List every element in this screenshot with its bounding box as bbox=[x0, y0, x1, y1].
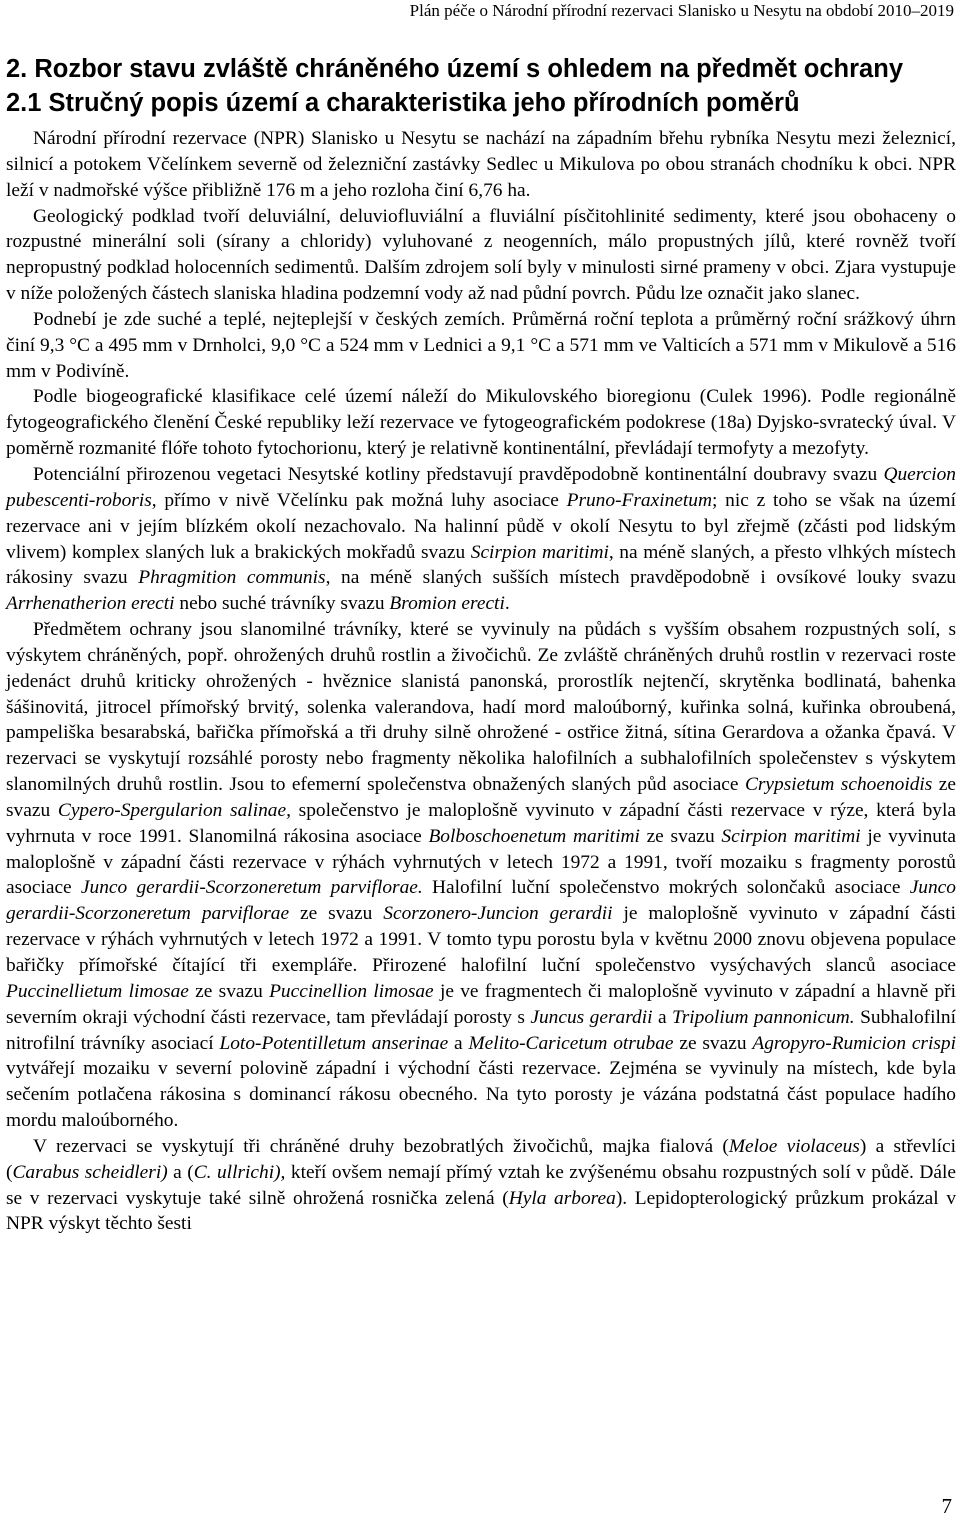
text-run: kteří ovšem nemají přímý vztah ke zvýšenému obsahu rozpustných solí v půdě. Dále se v rezervaci vyskytuje také silně ohrožená rosnička zelená ( bbox=[6, 1161, 956, 1209]
italic-taxon-name: Agropyro-Rumicion crispi bbox=[752, 1032, 956, 1054]
text-run: ze svazu bbox=[188, 980, 270, 1002]
paragraph-biogeography bbox=[6, 384, 956, 462]
italic-taxon-name: Juncus gerardii bbox=[530, 1006, 653, 1028]
text-run: Podle biogeografické klasifikace celé území náleží do Mikulovského bioregionu (Culek 1996). Podle regionálně fytogeografického členění České republiky leží rezervace ve fytogeografickém podokrese (18a) Dyjsko-svratecký úval. V poměrně rozmanité flóře tohoto fytochorionu, který je relativně kontinentální, převládají termofyty a mezofyty. bbox=[6, 386, 956, 460]
text-run: Podnebí je zde suché a teplé, nejteplejší v českých zemích. Průměrná roční teplota a průměrný roční srážkový úhrn činí 9,3 °C a 495 mm v Drnholci, 9,0 °C a 524 mm v Lednici a 9,1 °C a 571 mm ve Valticích a 571 mm v Mikulově a 516 mm v Podivíně. bbox=[6, 308, 956, 382]
italic-taxon-name: Junco gerardii-Scorzoneretum parviflorae bbox=[6, 877, 956, 925]
body-text bbox=[6, 126, 956, 1237]
italic-taxon-name: Crypsietum schoenoidis bbox=[744, 774, 933, 796]
italic-taxon-name: Junco gerardii-Scorzoneretum parviflorae. bbox=[80, 877, 423, 899]
text-run: , na méně slaných sušších místech pravděpodobně i ovsíkové louky svazu bbox=[325, 567, 957, 589]
italic-taxon-name: Scirpion maritimi bbox=[721, 825, 861, 847]
chapter-title: 2. Rozbor stavu zvláště chráněného území s ohledem na předmět ochrany bbox=[6, 55, 903, 83]
italic-taxon-name: Scirpion maritimi bbox=[470, 541, 609, 563]
text-run: ze svazu bbox=[639, 825, 722, 847]
italic-taxon-name: Hyla arborea bbox=[508, 1187, 616, 1209]
text-run: je maloplošně vyvinuto v západní části rezervace v rýhách vyhrnutých v letech 1972 a 1991. V tomto typu porostu byla v květnu 2000 znovu objevena populace bařičky přímořské čítající tři exempláře. Přirozené halofilní luční společenstvo vysýchavých slanců asociace bbox=[6, 903, 957, 976]
page-number: 7 bbox=[941, 1494, 952, 1518]
text-run: ) a střevlíci ( bbox=[6, 1135, 956, 1183]
text-run: Potenciální přirozenou vegetaci Nesytské kotliny představují pravděpodobně kontinentální doubravy svazu bbox=[33, 463, 884, 485]
text-run: ze svazu bbox=[6, 774, 957, 821]
text-run: . bbox=[504, 593, 510, 615]
italic-taxon-name: Loto-Potentilletum anserinae bbox=[219, 1032, 449, 1054]
text-run: ; nic z toho se však na území rezervace ani v jejím blízkém okolí nezachovalo. Na halinní půdě v okolí Nesytu to byl zřejmě (zčásti pod lidským vlivem) komplex slaných luk a brakických mokřadů svazu bbox=[6, 489, 956, 563]
italic-taxon-name: Phragmition communis bbox=[138, 567, 326, 589]
paragraph-climate bbox=[6, 307, 956, 385]
text-run: , přímo v nivě Včelínku pak možná luhy asociace bbox=[151, 489, 567, 511]
paragraph-potential-vegetation bbox=[6, 462, 956, 617]
italic-taxon-name: Carabus scheidleri) bbox=[12, 1161, 168, 1183]
italic-taxon-name: Quercion pubescenti-roboris bbox=[6, 463, 956, 511]
paragraph-invertebrates bbox=[6, 1134, 956, 1237]
text-run: je vyvinuta maloplošně v západní části rezervace v rýhách vyhrnutých v letech 1972 a 1991, tvoří mozaiku s fragmenty porostů asociace bbox=[6, 825, 956, 899]
italic-taxon-name: Meloe violaceus bbox=[728, 1135, 860, 1157]
text-run: ). Lepidopterologický průzkum prokázal v NPR výskyt těchto šesti bbox=[6, 1187, 957, 1235]
italic-taxon-name: Puccinellion limosae bbox=[269, 980, 434, 1002]
italic-taxon-name: Bromion erecti bbox=[389, 593, 505, 615]
text-run: vytvářejí mozaiku v severní polovině západní i východní části rezervace. Zejména se vyvinuly na místech, kde byla sečením potlačena rákosina s dominancí rákosu obecného. Na tyto porosty je vázána podstatná část populace hadího mordu maloúborného. bbox=[6, 1058, 956, 1132]
text-run: ze svazu bbox=[673, 1032, 753, 1054]
text-run: společenstvo je maloplošně vyvinuto v západní části rezervace v rýze, která byla vyhrnuta v roce 1991. Slanomilná rákosina asociace bbox=[6, 799, 956, 847]
text-run: a bbox=[652, 1006, 672, 1028]
paragraph-geology bbox=[6, 204, 956, 307]
text-run: a bbox=[448, 1032, 469, 1054]
italic-taxon-name: Scorzonero-Juncion gerardii bbox=[383, 903, 613, 925]
text-run: nebo suché trávníky svazu bbox=[174, 593, 390, 615]
italic-taxon-name: Cypero-Spergularion salinae, bbox=[57, 799, 291, 821]
text-run: V rezervaci se vyskytují tři chráněné druhy bezobratlých živočichů, majka fialová ( bbox=[33, 1135, 729, 1157]
text-run: Halofilní luční společenstvo mokrých solončaků asociace bbox=[422, 877, 910, 899]
text-run: , na méně slaných, a přesto vlhkých místech rákosiny svazu bbox=[6, 541, 956, 589]
italic-taxon-name: Melito-Caricetum otrubae bbox=[468, 1032, 674, 1054]
text-run: a ( bbox=[167, 1161, 194, 1183]
italic-taxon-name: Puccinellietum limosae bbox=[6, 980, 189, 1002]
section-title: 2.1 Stručný popis území a charakteristika jeho přírodních poměrů bbox=[6, 89, 800, 117]
text-run: Národní přírodní rezervace (NPR) Slanisko u Nesytu se nachází na západním břehu rybníka Nesytu mezi železnicí, silnicí a potokem Včelínkem severně od železniční zastávky Sedlec u Mikulova po obou stranách chodníku k obci. NPR leží v nadmořské výšce přibližně 176 m a jeho rozloha činí 6,76 ha. bbox=[6, 128, 956, 201]
italic-taxon-name: Pruno-Fraxinetum bbox=[566, 489, 712, 511]
text-run: ze svazu bbox=[289, 903, 384, 925]
running-header: Plán péče o Národní přírodní rezervaci Slanisko u Nesytu na období 2010–2019 bbox=[409, 1, 954, 20]
text-run: je ve fragmentech či maloplošně vyvinuto v západní a hlavně při severním okraji východní části rezervace, tam převládají porosty s bbox=[6, 980, 956, 1028]
italic-taxon-name: Bolboschoenetum maritimi bbox=[428, 825, 640, 847]
italic-taxon-name: C. ullrichi), bbox=[193, 1161, 286, 1183]
italic-taxon-name: Arrhenatherion erecti bbox=[6, 593, 175, 615]
paragraph-protection-subject bbox=[6, 617, 956, 1134]
italic-taxon-name: Tripolium pannonicum. bbox=[671, 1006, 855, 1028]
text-run: Geologický podklad tvoří deluviální, deluviofluviální a fluviální písčitohlinité sedimenty, které jsou obohaceny o rozpustné minerální soli (sírany a chloridy) vyluhované z neogenních, málo propustných jílů, které rovněž tvoří nepropustný podklad holocenních sedimentů. Dalším zdrojem solí byly v minulosti sirné prameny v obci. Zjara vystupuje v níže položených částech slaniska hladina podzemní vody až nad půdní povrch. Půdu lze označit jako slanec. bbox=[6, 205, 956, 305]
text-run: Subhalofilní nitrofilní trávníky asociací bbox=[6, 1006, 956, 1054]
text-run: Předmětem ochrany jsou slanomilné trávníky, které se vyvinuly na půdách s vyšším obsahem rozpustných solí, s výskytem chráněných, popř. ohrožených druhů rostlin a živočichů. Ze zvláště chráněných druhů rostlin v rezervaci roste jedenáct druhů kriticky ohrožených - hvěznice slanistá panonská, prorostlík nejtenčí, skrytěnka bodlinatá, bahenka šášinovitá, jitrocel přímořský brvitý, solenka valerandova, hadí mord maloúborný, kuřinka solná, kuřinka obroubená, pampeliška besarabská, bařička přímořská a tři druhy silně ohrožené - ostřice žitná, sítina Gerardova a ožanka čpavá. V rezervaci se vyskytují rozsáhlé porosty nebo fragmenty několika halofilních a subhalofilních společenstev s výskytem slanomilných druhů rostlin. Jsou to efemerní společenstva obnažených slaných půd asociace bbox=[6, 619, 956, 796]
paragraph-location bbox=[6, 126, 956, 204]
